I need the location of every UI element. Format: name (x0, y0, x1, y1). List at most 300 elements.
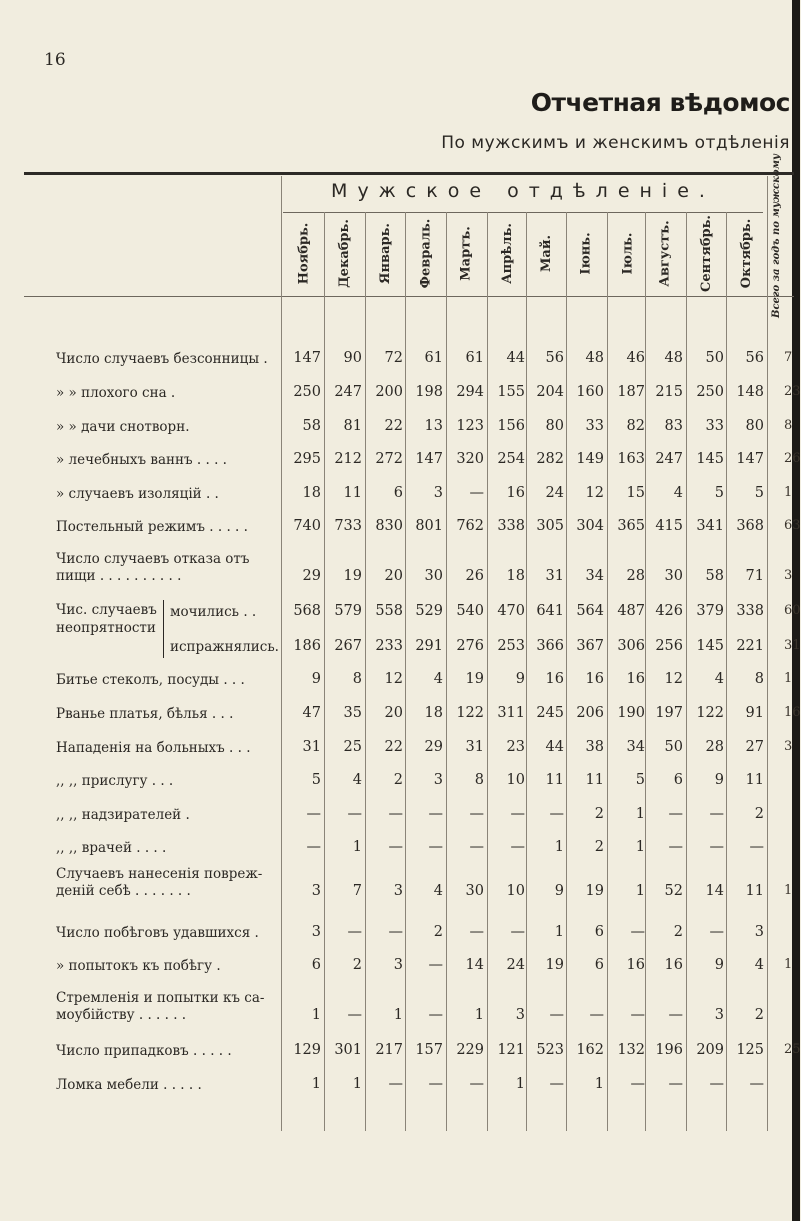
table-cell: 311 (497, 705, 525, 721)
table-cell: 282 (536, 451, 564, 467)
table-cell: — (510, 806, 525, 822)
table-cell: 16 (626, 957, 645, 973)
table-cell: 341 (696, 518, 724, 534)
table-cell: 28 (705, 739, 724, 755)
table-cell: 5 (754, 485, 764, 501)
table-cell: 6 (311, 957, 321, 973)
table-cell: 204 (536, 384, 564, 400)
table-cell: — (469, 1076, 484, 1092)
table-cell: 3 (433, 485, 443, 501)
table-cell: 256 (655, 638, 683, 654)
row-label: » » дачи снотворн. (56, 419, 190, 435)
row-total: 1 (784, 957, 793, 972)
table-cell: 33 (705, 418, 724, 434)
table-cell: 250 (696, 384, 724, 400)
table-cell: 529 (415, 603, 443, 619)
table-cell: 19 (545, 957, 564, 973)
page-title: Отчетная вѣдомос (530, 88, 790, 117)
table-cell: 9 (714, 772, 724, 788)
row-label: Число случаевъ отказа отъ пищи . . . . . . . . . . (56, 551, 250, 584)
table-cell: — (749, 839, 764, 855)
table-cell: 125 (736, 1042, 764, 1058)
table-cell: 122 (456, 705, 484, 721)
table-cell: 4 (433, 671, 443, 687)
table-cell: 2 (594, 839, 604, 855)
table-cell: 190 (617, 705, 645, 721)
row-total: 1 (784, 671, 793, 686)
row-label: ,, ,, врачей . . . . (56, 840, 167, 856)
table-cell: 2 (433, 924, 443, 940)
table-cell: 8 (474, 772, 484, 788)
table-cell: 1 (352, 1076, 362, 1092)
table-cell: 366 (536, 638, 564, 654)
table-cell: — (630, 924, 645, 940)
brace-group-label: Чис. случаевъ неопрятности (56, 602, 157, 636)
table-cell: 44 (506, 350, 525, 366)
table-cell: 147 (415, 451, 443, 467)
table-cell: 11 (585, 772, 604, 788)
row-label: ,, ,, надзирателей . (56, 807, 190, 823)
table-cell: — (306, 839, 321, 855)
table-cell: 22 (384, 418, 403, 434)
row-label: Число случаевъ безсонницы . (56, 351, 268, 367)
table-cell: 56 (545, 350, 564, 366)
row-total: 7 (784, 350, 793, 365)
table-cell: — (709, 839, 724, 855)
table-cell: 1 (393, 1007, 403, 1023)
table-cell: 58 (705, 568, 724, 584)
table-cell: 29 (302, 568, 321, 584)
row-label: Число припадковъ . . . . . (56, 1043, 232, 1059)
table-cell: 16 (664, 957, 683, 973)
row-total: 31 (784, 638, 801, 653)
table-cell: 1 (515, 1076, 525, 1092)
table-cell: — (428, 1007, 443, 1023)
month-header: Октябрь. (739, 218, 755, 288)
month-header: Май. (538, 234, 554, 272)
row-label: Ломка мебели . . . . . (56, 1077, 202, 1093)
column-line (767, 176, 768, 1131)
table-cell: 212 (334, 451, 362, 467)
table-cell: 28 (626, 568, 645, 584)
table-cell: 11 (343, 485, 362, 501)
table-cell: 48 (664, 350, 683, 366)
table-cell: 3 (393, 883, 403, 899)
table-cell: 733 (334, 518, 362, 534)
row-label: Рванье платья, бѣлья . . . (56, 706, 234, 722)
table-cell: 48 (585, 350, 604, 366)
table-cell: 221 (736, 638, 764, 654)
table-cell: 16 (506, 485, 525, 501)
row-total: 26 (784, 451, 801, 466)
table-cell: 2 (754, 806, 764, 822)
table-cell: 568 (293, 603, 321, 619)
table-cell: 304 (576, 518, 604, 534)
table-cell: 254 (497, 451, 525, 467)
table-cell: 26 (465, 568, 484, 584)
table-cell: 24 (506, 957, 525, 973)
row-label: Случаевъ нанесенія повреж-деній себѣ . . . . . . . (56, 866, 263, 899)
table-cell: 15 (626, 485, 645, 501)
table-cell: 1 (352, 839, 362, 855)
table-cell: 10 (506, 883, 525, 899)
table-cell: 3 (311, 924, 321, 940)
table-cell: — (428, 957, 443, 973)
row-label: Число побѣговъ удавшихся . (56, 925, 259, 941)
table-cell: 122 (696, 705, 724, 721)
table-cell: — (428, 1076, 443, 1092)
table-cell: 31 (545, 568, 564, 584)
table-cell: 18 (424, 705, 443, 721)
table-cell: — (668, 1007, 683, 1023)
table-cell: — (388, 1076, 403, 1092)
table-cell: 267 (334, 638, 362, 654)
table-cell: — (347, 924, 362, 940)
row-total: 8 (784, 418, 793, 433)
table-cell: 1 (594, 1076, 604, 1092)
table-cell: 145 (696, 638, 724, 654)
table-top-rule (24, 172, 794, 175)
table-cell: 558 (375, 603, 403, 619)
table-cell: 24 (545, 485, 564, 501)
table-cell: 2 (754, 1007, 764, 1023)
table-cell: — (589, 1007, 604, 1023)
table-cell: 379 (696, 603, 724, 619)
table-cell: 61 (424, 350, 443, 366)
table-cell: 19 (465, 671, 484, 687)
table-cell: 801 (415, 518, 443, 534)
table-cell: 301 (334, 1042, 362, 1058)
table-cell: 245 (536, 705, 564, 721)
table-cell: — (630, 1007, 645, 1023)
table-cell: 4 (352, 772, 362, 788)
table-cell: 22 (384, 739, 403, 755)
table-cell: 129 (293, 1042, 321, 1058)
table-cell: 50 (664, 739, 683, 755)
table-cell: 2 (594, 806, 604, 822)
table-cell: 233 (375, 638, 403, 654)
month-header: Январь. (378, 222, 393, 284)
table-cell: 4 (754, 957, 764, 973)
table-cell: 7 (352, 883, 362, 899)
table-cell: 147 (293, 350, 321, 366)
table-cell: 1 (311, 1076, 321, 1092)
table-cell: 641 (536, 603, 564, 619)
table-cell: — (469, 924, 484, 940)
header-inner-rule (283, 212, 763, 213)
table-cell: 272 (375, 451, 403, 467)
row-label: » » плохого сна . (56, 385, 176, 401)
row-total: 1 (784, 485, 793, 500)
table-cell: — (428, 839, 443, 855)
table-cell: 367 (576, 638, 604, 654)
table-cell: — (668, 806, 683, 822)
table-cell: 5 (311, 772, 321, 788)
row-total: 25 (784, 1042, 801, 1057)
table-cell: — (668, 839, 683, 855)
table-cell: 50 (705, 350, 724, 366)
table-cell: — (510, 839, 525, 855)
month-header: Августъ. (658, 219, 674, 287)
table-cell: 44 (545, 739, 564, 755)
table-cell: 46 (626, 350, 645, 366)
table-cell: 123 (456, 418, 484, 434)
table-cell: 320 (456, 451, 484, 467)
month-header: Февраль. (418, 218, 434, 288)
table-cell: 1 (474, 1007, 484, 1023)
table-cell: 762 (456, 518, 484, 534)
table-cell: 415 (655, 518, 683, 534)
table-cell: 20 (384, 705, 403, 721)
table-cell: 9 (714, 957, 724, 973)
row-label: Битье стеколъ, посуды . . . (56, 672, 245, 688)
table-cell: 1 (635, 839, 645, 855)
table-cell: 156 (497, 418, 525, 434)
table-cell: 14 (465, 957, 484, 973)
table-cell: — (709, 924, 724, 940)
table-cell: 4 (433, 883, 443, 899)
row-label: » попытокъ къ побѣгу . (56, 958, 221, 974)
table-cell: 34 (585, 568, 604, 584)
table-cell: 540 (456, 603, 484, 619)
table-cell: 215 (655, 384, 683, 400)
table-cell: 83 (664, 418, 683, 434)
table-cell: 80 (545, 418, 564, 434)
table-cell: 19 (343, 568, 362, 584)
table-cell: 197 (655, 705, 683, 721)
table-cell: 830 (375, 518, 403, 534)
table-cell: 12 (585, 485, 604, 501)
table-cell: 196 (655, 1042, 683, 1058)
table-cell: 29 (424, 739, 443, 755)
table-cell: 209 (696, 1042, 724, 1058)
table-cell: 217 (375, 1042, 403, 1058)
table-cell: 80 (745, 418, 764, 434)
table-cell: 229 (456, 1042, 484, 1058)
table-cell: 162 (576, 1042, 604, 1058)
table-cell: 1 (554, 839, 564, 855)
table-cell: 3 (311, 883, 321, 899)
table-cell: — (306, 806, 321, 822)
table-cell: 25 (343, 739, 362, 755)
month-header: Сентябрь. (699, 214, 714, 292)
table-cell: — (388, 924, 403, 940)
table-cell: 247 (334, 384, 362, 400)
table-cell: 523 (536, 1042, 564, 1058)
total-header: Всего за годъ по мужскому (771, 153, 783, 318)
table-cell: 12 (664, 671, 683, 687)
table-cell: — (749, 1076, 764, 1092)
table-cell: 338 (497, 518, 525, 534)
table-cell: 149 (576, 451, 604, 467)
table-cell: 487 (617, 603, 645, 619)
table-cell: 3 (714, 1007, 724, 1023)
table-cell: — (347, 806, 362, 822)
table-cell: 31 (465, 739, 484, 755)
row-label: » случаевъ изоляцій . . (56, 486, 219, 502)
table-cell: 18 (302, 485, 321, 501)
table-cell: 27 (745, 739, 764, 755)
table-cell: 1 (554, 924, 564, 940)
column-line (281, 176, 282, 1131)
header-bottom-rule (24, 296, 794, 297)
table-cell: 13 (424, 418, 443, 434)
row-label: Постельный режимъ . . . . . (56, 519, 248, 535)
table-cell: 338 (736, 603, 764, 619)
row-label: » лечебныхъ ваннъ . . . . (56, 452, 227, 468)
table-cell: 145 (696, 451, 724, 467)
month-header: Іюнь. (579, 231, 594, 275)
table-cell: 30 (465, 883, 484, 899)
table-cell: 2 (393, 772, 403, 788)
table-cell: 11 (545, 772, 564, 788)
table-cell: 8 (754, 671, 764, 687)
table-cell: 470 (497, 603, 525, 619)
table-cell: 8 (352, 671, 362, 687)
row-label: Нападенія на больныхъ . . . (56, 740, 251, 756)
table-cell: 305 (536, 518, 564, 534)
table-cell: 35 (343, 705, 362, 721)
table-cell: 12 (384, 671, 403, 687)
table-cell: 564 (576, 603, 604, 619)
table-cell: 30 (424, 568, 443, 584)
table-cell: 253 (497, 638, 525, 654)
table-cell: 368 (736, 518, 764, 534)
table-cell: 3 (515, 1007, 525, 1023)
row-label: испражнялись. (170, 639, 279, 655)
month-header: Іюль. (620, 232, 635, 274)
table-cell: 11 (745, 883, 764, 899)
table-cell: 2 (352, 957, 362, 973)
table-cell: 52 (664, 883, 683, 899)
table-cell: — (469, 485, 484, 501)
table-cell: 3 (754, 924, 764, 940)
table-cell: 33 (585, 418, 604, 434)
month-header: Мартъ. (459, 225, 474, 281)
table-cell: 2 (673, 924, 683, 940)
table-cell: 9 (554, 883, 564, 899)
table-cell: — (469, 839, 484, 855)
table-cell: 47 (302, 705, 321, 721)
table-cell: 187 (617, 384, 645, 400)
table-cell: 306 (617, 638, 645, 654)
row-label: ,, ,, прислугу . . . (56, 773, 174, 789)
table-cell: 71 (745, 568, 764, 584)
table-cell: — (388, 806, 403, 822)
row-total: 23 (784, 384, 801, 399)
table-cell: 82 (626, 418, 645, 434)
table-cell: 56 (745, 350, 764, 366)
table-cell: — (709, 1076, 724, 1092)
row-total: 60 (784, 603, 801, 618)
row-total: 3 (784, 739, 793, 754)
table-cell: 426 (655, 603, 683, 619)
table-cell: 6 (393, 485, 403, 501)
table-cell: 247 (655, 451, 683, 467)
table-cell: 6 (594, 924, 604, 940)
table-cell: 81 (343, 418, 362, 434)
table-cell: — (510, 924, 525, 940)
table-cell: 14 (705, 883, 724, 899)
table-cell: 6 (594, 957, 604, 973)
table-cell: 23 (506, 739, 525, 755)
row-total: 63 (784, 518, 801, 533)
row-total: 1 (784, 883, 793, 898)
table-cell: 200 (375, 384, 403, 400)
table-cell: 579 (334, 603, 362, 619)
table-cell: 3 (393, 957, 403, 973)
table-cell: 16 (545, 671, 564, 687)
table-cell: 91 (745, 705, 764, 721)
table-cell: 295 (293, 451, 321, 467)
table-cell: 11 (745, 772, 764, 788)
table-cell: 250 (293, 384, 321, 400)
table-cell: — (668, 1076, 683, 1092)
month-header: Апрѣль. (500, 222, 516, 284)
table-cell: 90 (343, 350, 362, 366)
brace-line (163, 600, 164, 658)
table-cell: 121 (497, 1042, 525, 1058)
table-cell: 132 (617, 1042, 645, 1058)
table-cell: 4 (673, 485, 683, 501)
table-cell: 16 (585, 671, 604, 687)
table-cell: 30 (664, 568, 683, 584)
table-cell: 206 (576, 705, 604, 721)
table-cell: 163 (617, 451, 645, 467)
table-cell: 5 (635, 772, 645, 788)
table-cell: 58 (302, 418, 321, 434)
table-cell: 10 (506, 772, 525, 788)
table-cell: 38 (585, 739, 604, 755)
table-cell: 5 (714, 485, 724, 501)
table-cell: — (549, 1007, 564, 1023)
table-cell: — (709, 806, 724, 822)
table-cell: 155 (497, 384, 525, 400)
table-cell: 16 (626, 671, 645, 687)
table-cell: 198 (415, 384, 443, 400)
row-total: 3 (784, 568, 793, 583)
table-cell: 31 (302, 739, 321, 755)
table-cell: 61 (465, 350, 484, 366)
group-header: Мужское отдѣленіе. (331, 180, 715, 202)
table-cell: — (428, 806, 443, 822)
row-label: Стремленія и попытки къ са-моубійству . . . . . . (56, 990, 265, 1023)
row-label: мочились . . (170, 604, 257, 620)
table-cell: 19 (585, 883, 604, 899)
table-cell: 157 (415, 1042, 443, 1058)
table-cell: 1 (311, 1007, 321, 1023)
table-cell: 1 (635, 883, 645, 899)
table-cell: 160 (576, 384, 604, 400)
table-cell: 20 (384, 568, 403, 584)
table-cell: — (388, 839, 403, 855)
table-cell: 148 (736, 384, 764, 400)
table-cell: 72 (384, 350, 403, 366)
table-cell: 740 (293, 518, 321, 534)
table-cell: 3 (433, 772, 443, 788)
table-cell: 294 (456, 384, 484, 400)
table-cell: 365 (617, 518, 645, 534)
table-cell: 147 (736, 451, 764, 467)
table-cell: — (549, 1076, 564, 1092)
table-cell: 18 (506, 568, 525, 584)
table-cell: — (630, 1076, 645, 1092)
table-cell: 9 (311, 671, 321, 687)
month-header: Декабрь. (337, 218, 353, 288)
table-cell: 4 (714, 671, 724, 687)
table-cell: — (347, 1007, 362, 1023)
table-cell: — (469, 806, 484, 822)
